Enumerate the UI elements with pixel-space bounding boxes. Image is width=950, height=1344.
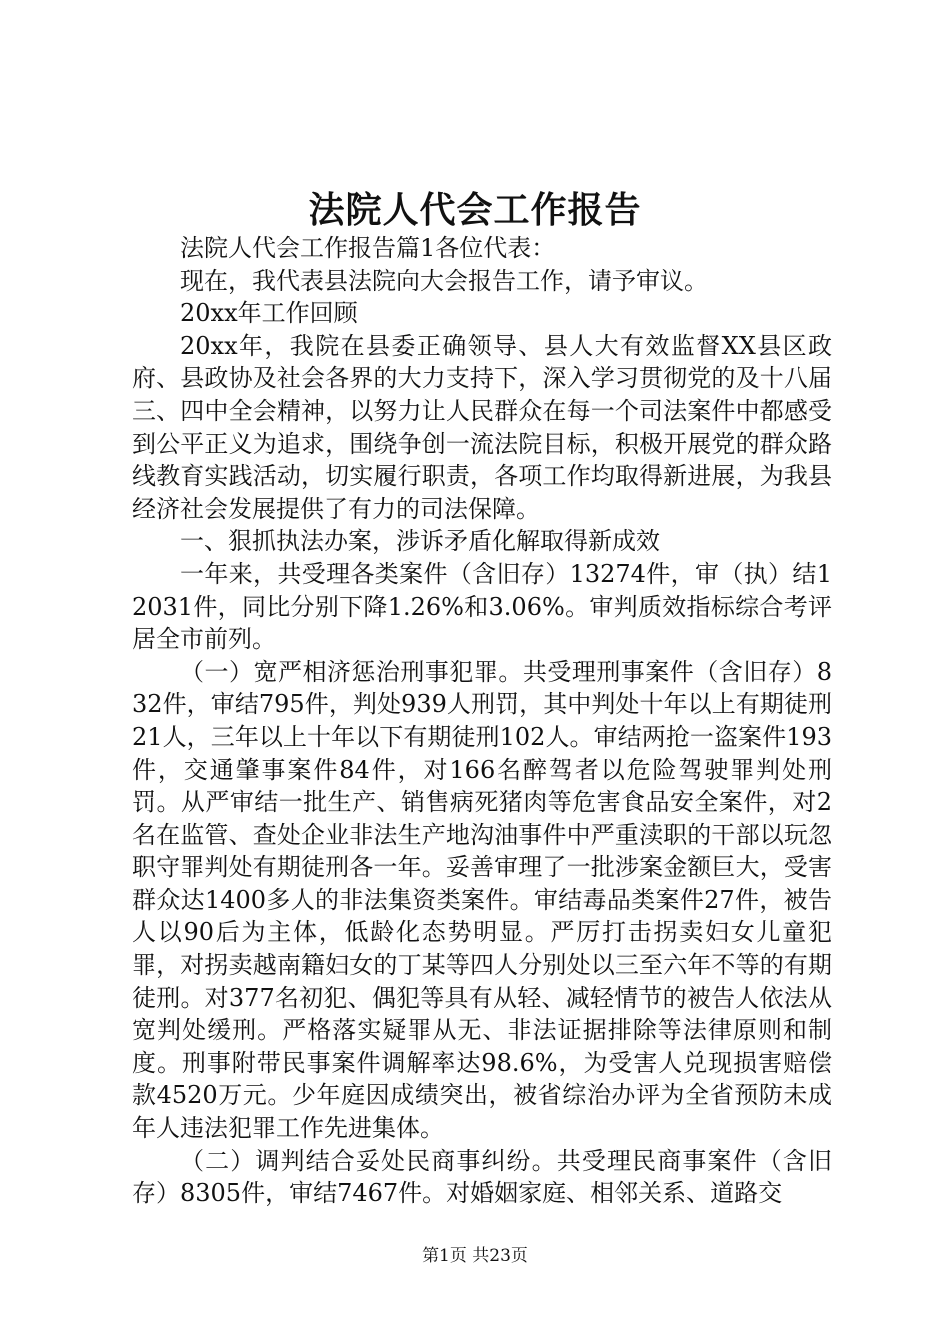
document-body xyxy=(132,232,832,1210)
paragraph-salutation: 法院人代会工作报告篇1各位代表： xyxy=(180,234,556,262)
paragraph-overview: 20xx年，我院在县委正确领导、县人大有效监督XX县区政府、县政协及社会各界的大力支持下，深入学习贯彻党的及十八届三、四中全会精神，以努力让人民群众在每一个司法案件中都感受到公平正义为追求，围绕争创一流法院目标，积极开展党的群众路线教育实践活动，切实履行职责，各项工作均取得新进展，为我县经济社会发展提供了有力的司法保障。 xyxy=(132,331,832,523)
paragraph-criminal: （一）宽严相济惩治刑事犯罪。共受理刑事案件（含旧存）832件，审结795件，判处939人刑罚，其中判处十年以上有期徒刑21人，三年以上十年以下有期徒刑102人。审结两抢一盗案件193件，交通肇事案件84件，对166名醉驾者以危险驾驶罪判处刑罚。从严审结一批生产、销售病死猪肉等危害食品安全案件，对2名在监管、查处企业非法生产地沟油事件中严重渎职的干部以玩忽职守罪判处有期徒刑各一年。妥善审理了一批涉案金额巨大，受害群众达1400多人的非法集资类案件。审结毒品类案件27件，被告人以90后为主体，低龄化态势明显。严厉打击拐卖妇女儿童犯罪，对拐卖越南籍妇女的丁某等四人分别处以三至六年不等的有期徒刑。对377名初犯、偶犯等具有从轻、减轻情节的被告人依法从宽判处缓刑。严格落实疑罪从无、非法证据排除等法律原则和制度。刑事附带民事案件调解率达98.6%，为受害人兑现损害赔偿款4520万元。少年庭因成绩突出，被省综治办评为全省预防未成年人违法犯罪工作先进集体。 xyxy=(132,657,832,1143)
document-title: 法院人代会工作报告 xyxy=(308,189,642,231)
page-number: 第1页 共23页 xyxy=(422,1246,528,1266)
section-heading-one: 一、狠抓执法办案，涉诉矛盾化解取得新成效 xyxy=(180,527,660,556)
paragraph-civil: （二）调判结合妥处民商事纠纷。共受理民商事案件（含旧存）8305件，审结7467件。对婚姻家庭、相邻关系、道路交 xyxy=(132,1146,832,1208)
paragraph-case-stats: 一年来，共受理各类案件（含旧存）13274件，审（执）结12031件，同比分别下降1.26%和3.06%。审判质效指标综合考评居全市前列。 xyxy=(132,559,832,654)
paragraph-intro: 现在，我代表县法院向大会报告工作，请予审议。 xyxy=(180,266,708,295)
section-heading-review: 20xx年工作回顾 xyxy=(180,299,358,328)
